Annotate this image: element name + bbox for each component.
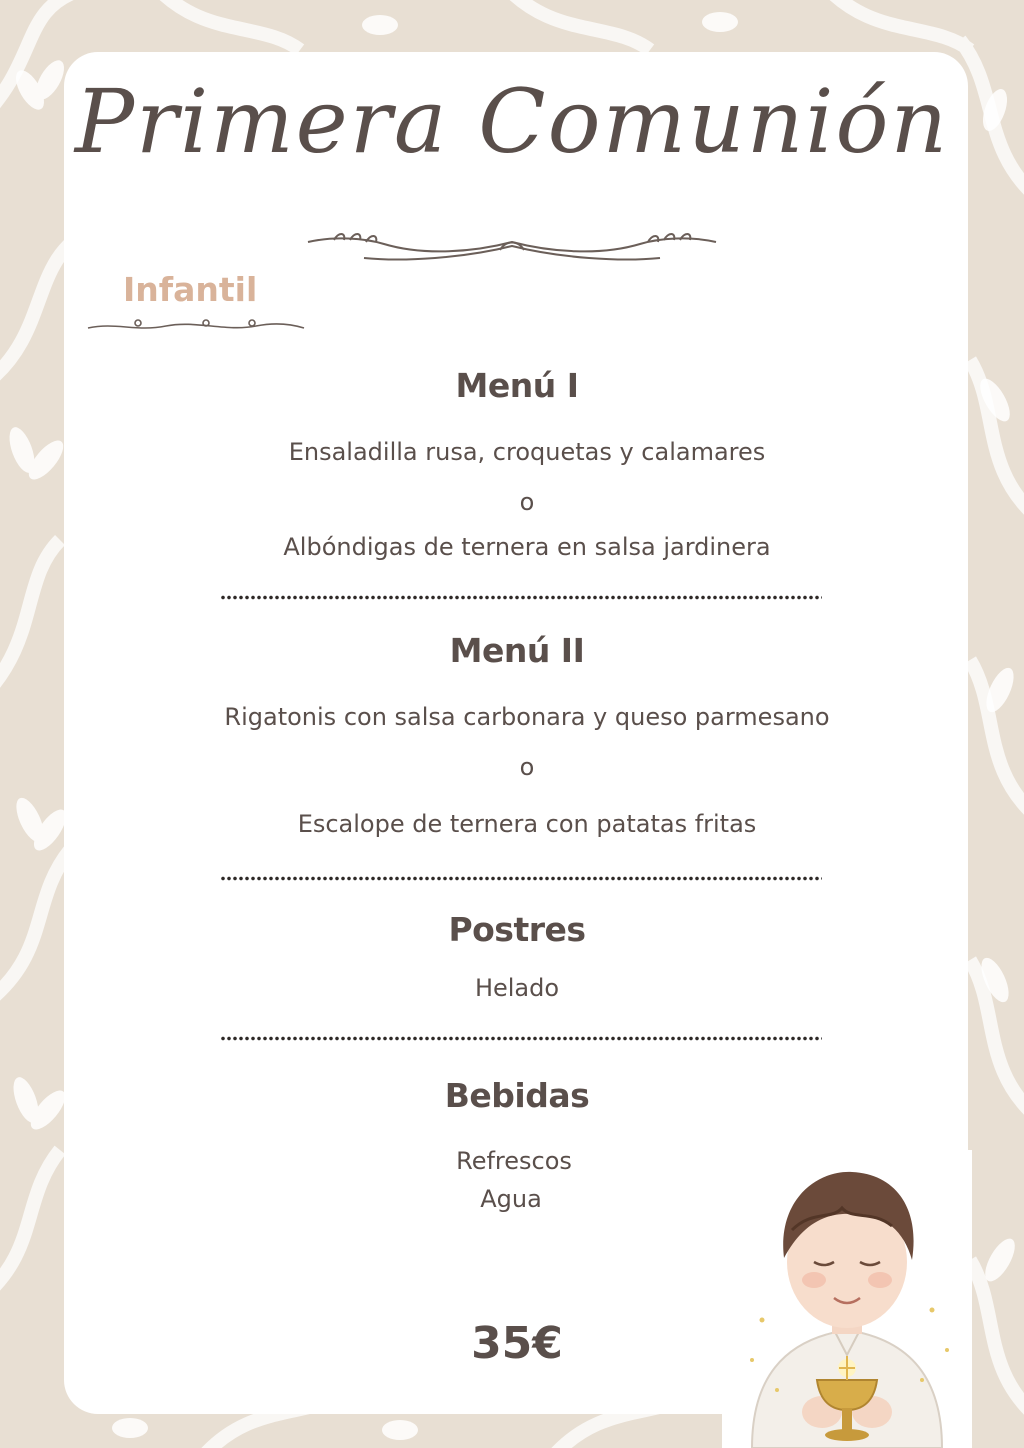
- dotted-divider: [220, 1036, 822, 1041]
- menu-2-separator-o: o: [519, 753, 535, 781]
- dotted-divider: [220, 876, 822, 881]
- section-title-menu-2: Menú II: [449, 631, 585, 670]
- section-title-postres: Postres: [448, 910, 586, 949]
- section-title-bebidas: Bebidas: [444, 1076, 590, 1115]
- menu-1-item-1: Ensaladilla rusa, croquetas y calamares: [288, 438, 766, 466]
- menu-category-label: Infantil: [123, 270, 258, 309]
- menu-1-separator-o: o: [519, 488, 535, 516]
- bebidas-item-1: Refrescos: [456, 1147, 572, 1175]
- title-flourish-ornament: [304, 228, 720, 268]
- subtitle-flourish-ornament: [86, 314, 306, 338]
- menu-2-item-1: Rigatonis con salsa carbonara y queso parmesano: [224, 703, 830, 731]
- dotted-divider: [220, 595, 822, 600]
- communion-boy-illustration: [722, 1150, 972, 1448]
- bebidas-item-2: Agua: [480, 1185, 542, 1213]
- postres-item-1: Helado: [474, 974, 560, 1002]
- menu-1-item-2: Albóndigas de ternera en salsa jardinera: [283, 533, 771, 561]
- section-title-menu-1: Menú I: [455, 366, 579, 405]
- page-title: Primera Comunión: [74, 70, 950, 173]
- menu-2-item-2: Escalope de ternera con patatas fritas: [297, 810, 757, 838]
- menu-price: 35€: [471, 1318, 563, 1369]
